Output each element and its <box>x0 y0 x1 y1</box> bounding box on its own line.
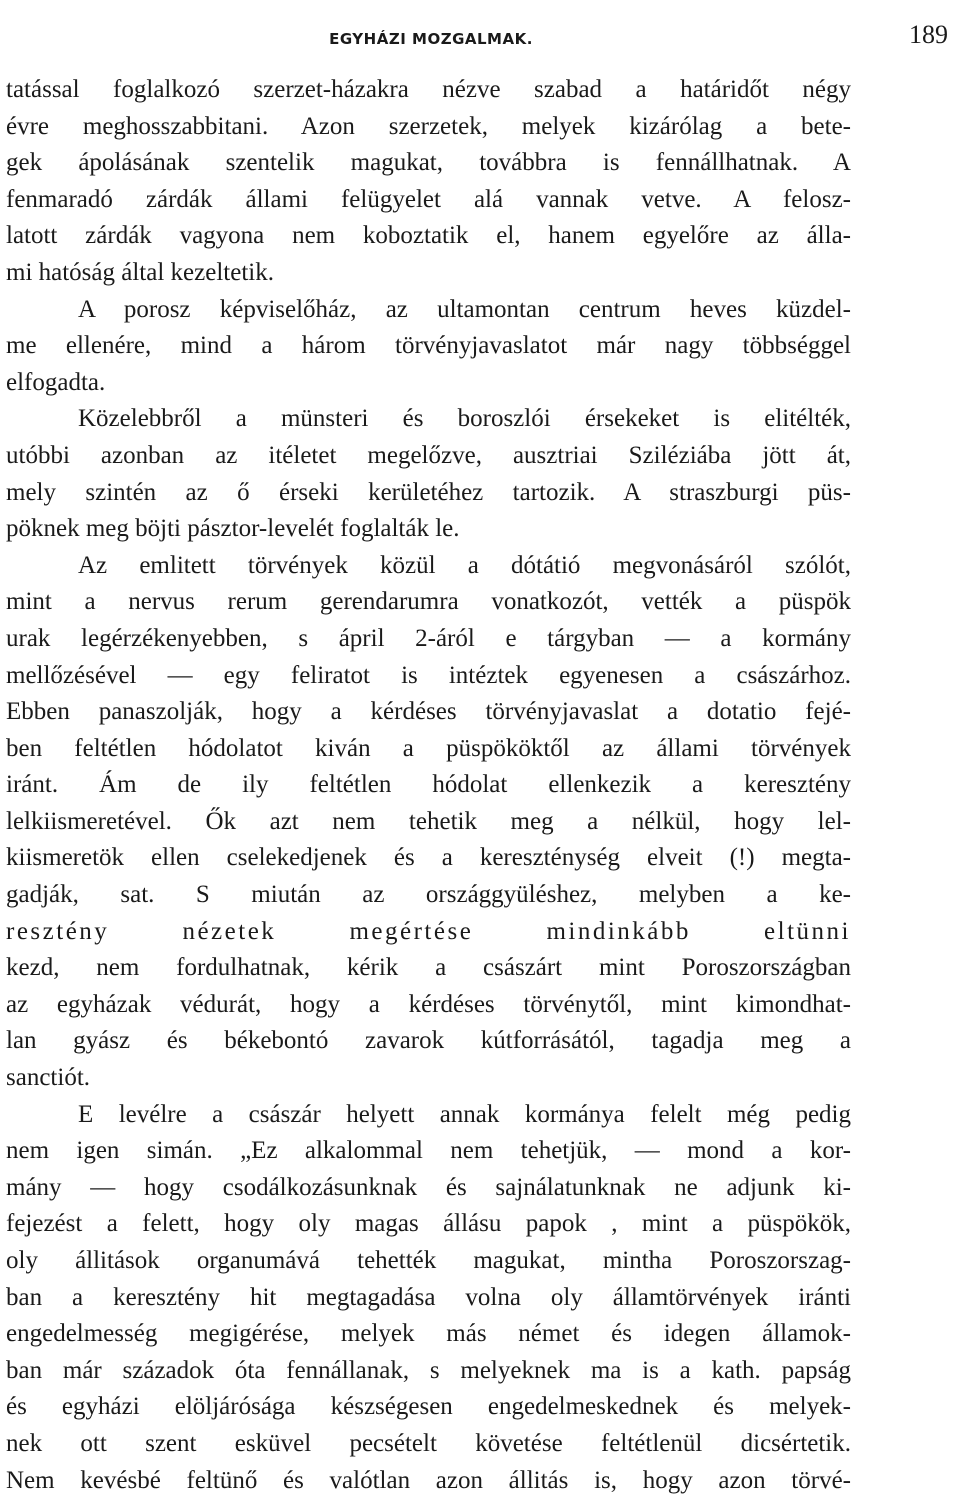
text-line: resztény nézetek megértése mindinkább eltünni <box>6 917 851 945</box>
text-line: urak legérzékenyebben, s ápril 2-áról e tárgyban — a kormány <box>6 624 851 652</box>
text-line: mellőzésével — egy feliratot is intéztek egyenesen a császárhoz. <box>6 661 851 689</box>
text-line: mány — hogy csodálkozásunknak és sajnálatunknak ne adjunk ki- <box>6 1173 851 1201</box>
text-line: pöknek meg böjti pásztor-levelét foglalták le. <box>6 515 460 543</box>
text-line: ban a keresztény hit megtagadása volna oly államtörvények iránti <box>6 1283 851 1311</box>
text-line: ben feltétlen hódolatot kiván a püspököktől az állami törvények <box>6 734 851 762</box>
text-line: gadják, sat. S miután az országgyüléshez, melyben a ke- <box>6 881 851 909</box>
running-head <box>6 12 948 52</box>
text-line: Ebben panaszolják, hogy a kérdéses törvényjavaslat a dotatio fejé- <box>6 698 851 726</box>
text-line: fejezést a felett, hogy oly magas állásu papok , mint a püspökök, <box>6 1210 851 1238</box>
text-line: Az emlitett törvények közül a dótátió megvonásáról szólót, <box>78 551 851 579</box>
text-line: lan gyász és békebontó zavarok kútforrásától, tagadja meg a <box>6 1027 851 1055</box>
text-line: nek ott szent esküvel pecsételt követése feltétlenül dicsértetik. <box>6 1429 851 1457</box>
text-line: kiismeretök ellen cselekedjenek és a kereszténység elveit (!) megta- <box>6 844 851 872</box>
page-number: 189 <box>909 20 948 49</box>
text-line: E levélre a császár helyett annak kormánya felelt még pedig <box>78 1100 851 1128</box>
text-line: utóbbi azonban az itéletet megelőzve, ausztriai Sziléziába jött át, <box>6 441 851 469</box>
text-line: mint a nervus rerum gerendarumra vonatkozót, vették a püspök <box>6 588 851 616</box>
text-line: és egyházi elöljárósága készségesen engedelmeskednek és melyek- <box>6 1393 851 1421</box>
text-line: évre meghosszabbitani. Azon szerzetek, melyek kizárólag a bete- <box>6 112 851 140</box>
text-line: fenmaradó zárdák állami felügyelet alá vannak vetve. A felosz- <box>6 185 851 213</box>
text-line: gek ápolásának szentelik magukat, továbbra is fennállhatnak. A <box>6 149 851 177</box>
text-line: oly állitások organumává tehették magukat, mintha Poroszorszag- <box>6 1247 851 1274</box>
text-line: Nem kevésbé feltünő és valótlan azon állitás is, hogy azon törvé- <box>6 1466 851 1494</box>
text-line: mi hatóság által kezeltetik. <box>6 258 274 286</box>
body-text <box>6 72 851 1499</box>
text-line: kezd, nem fordulhatnak, kérik a császárt mint Poroszországban <box>6 954 851 982</box>
text-line: me ellenére, mind a három törvényjavaslatot már nagy többséggel <box>6 332 851 360</box>
running-title: EGYHÁZI MOZGALMAK. <box>329 30 533 48</box>
text-line: elfogadta. <box>6 368 106 396</box>
text-line: latott zárdák vagyona nem koboztatik el, hanem egyelőre az álla- <box>6 222 851 250</box>
text-line: sanctiót. <box>6 1064 91 1092</box>
text-line: nem igen simán. „Ez alkalommal nem tehetjük, — mond a kor- <box>6 1137 851 1165</box>
text-line: iránt. Ám de ily feltétlen hódolat ellenkezik a keresztény <box>6 771 851 799</box>
text-line: tatással foglalkozó szerzet-házakra nézve szabad a határidőt négy <box>6 76 851 103</box>
text-line: engedelmesség megigérése, melyek más német és idegen államok- <box>6 1320 851 1348</box>
text-line: mely szintén az ő érseki kerületéhez tartozik. A straszburgi püs- <box>6 478 851 506</box>
text-line: lelkiismeretével. Ők azt nem tehetik meg a nélkül, hogy lel- <box>6 807 851 835</box>
text-line: Közelebbről a münsteri és boroszlói érsekeket is elitélték, <box>78 405 851 433</box>
text-line: ban már századok óta fennállanak, s melyeknek ma is a kath. papság <box>6 1356 851 1384</box>
text-line: A porosz képviselőház, az ultamontan centrum heves küzdel- <box>78 295 851 323</box>
text-line: az egyházak védurát, hogy a kérdéses törvénytől, mint kimondhat- <box>6 990 851 1018</box>
